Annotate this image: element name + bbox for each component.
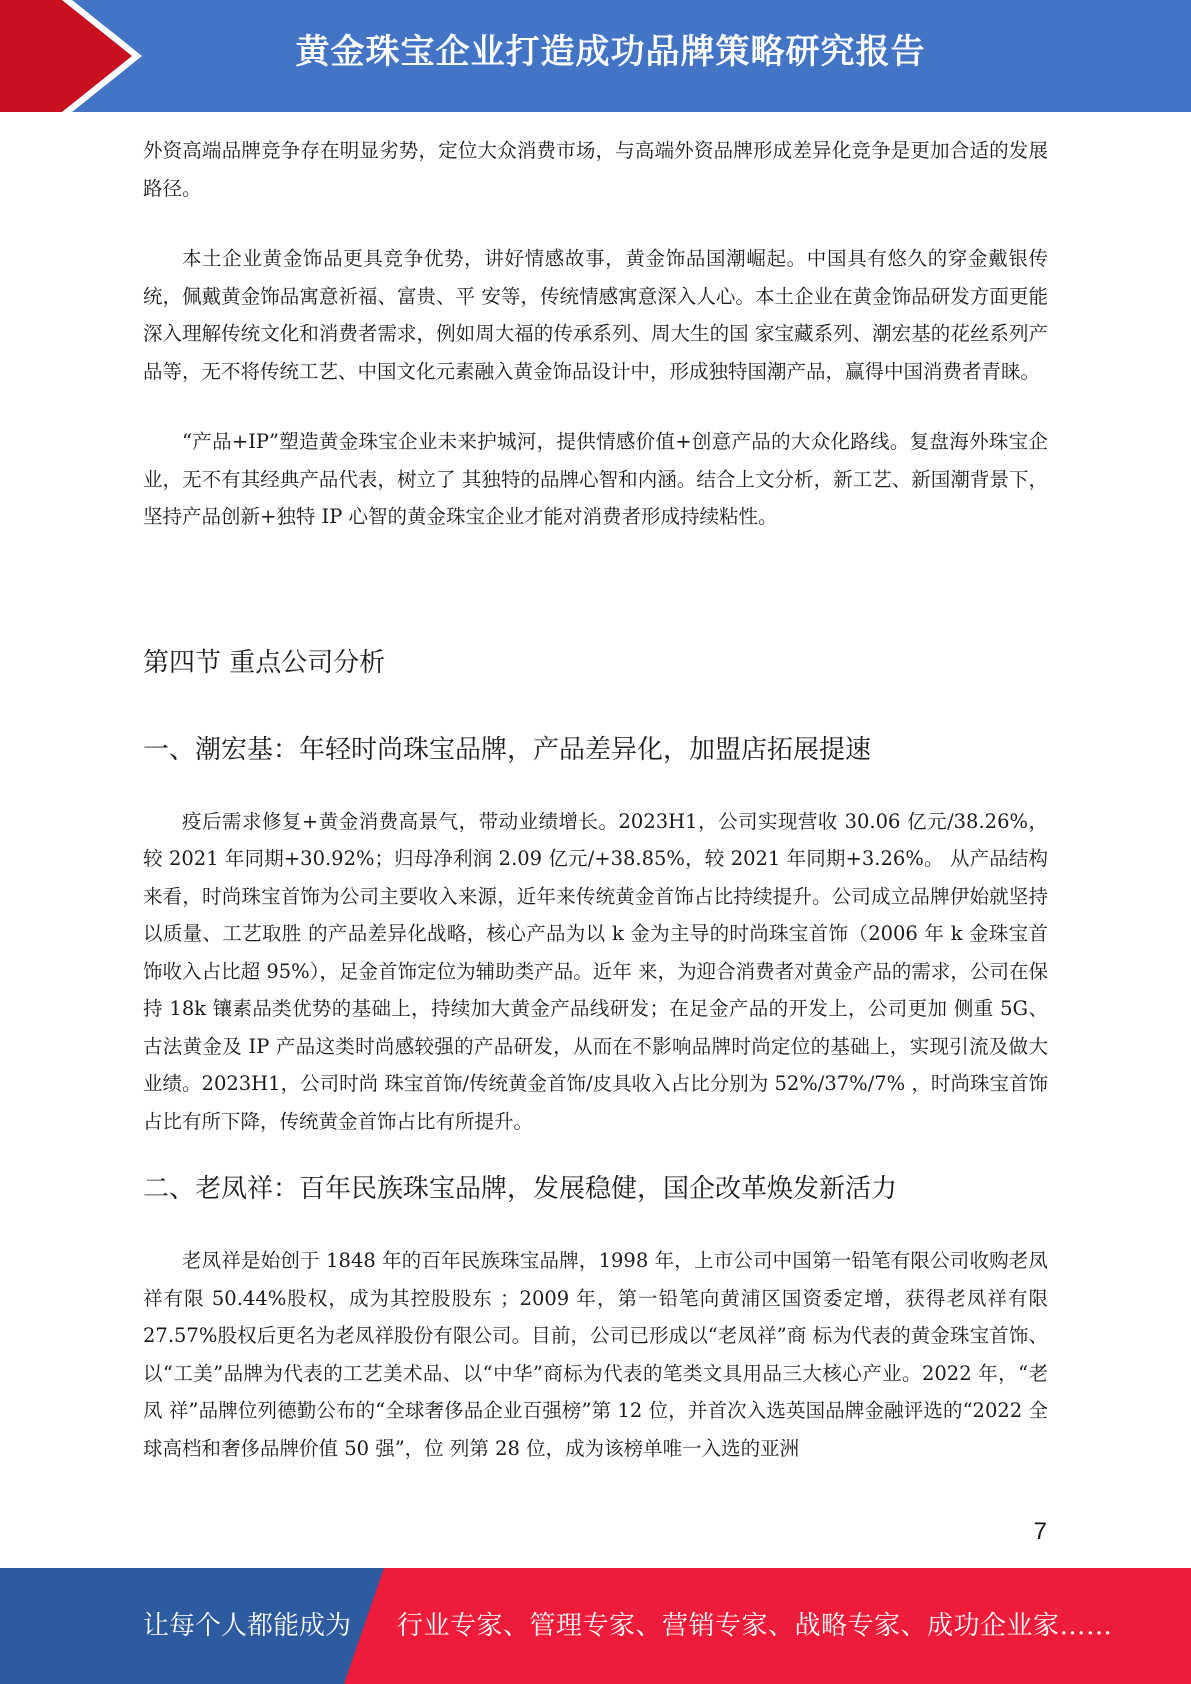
document-title: 黄金珠宝企业打造成功品牌策略研究报告 [295,32,926,72]
page-number: 7 [1033,1518,1047,1545]
page-footer [0,1568,1191,1684]
footer-slogan-left: 让每个人都能成为 [143,1611,352,1641]
subsection-heading: 一、潮宏基：年轻时尚珠宝品牌，产品差异化，加盟店拓展提速 [143,734,872,765]
paragraph: 老凤祥是始创于 1848 年的百年民族珠宝品牌，1998 年，上市公司中国第一铅笔有限公司收购老凤祥有限 50.44%股权，成为其控股股东 ；2009 年，第一铅笔向黄浦区国资委定增，获得老凤祥有限 27.57%股权后更名为老凤祥股份有限公司。目前，公司已形成以“老凤祥”商 标为代表的黄金珠宝首饰、以“工美”品牌为代表的工艺美术品、以“中华”商标为代表的笔类文具用品三大核心产业。2022 年，“老凤 祥”品牌位列德勤公布的“全球奢侈品企业百强榜”第 12 位，并首次入选英国品牌金融评选的“2022 全球高档和奢侈品牌价值 50 强”，位 列第 28 位，成为该榜单唯一入选的亚洲 [143,1249,1048,1460]
subsection-heading: 二、老凤祥：百年民族珠宝品牌，发展稳健，国企改革焕发新活力 [143,1174,898,1204]
page-body [143,132,1048,1467]
paragraph: 疫后需求修复+黄金消费高景气，带动业绩增长。2023H1，公司实现营收 30.06 亿元/38.26%，较 2021 年同期+30.92%；归母净利润 2.09 亿元/+38.85%，较 2021 年同期+3.26%。 从产品结构来看，时尚珠宝首饰为公司主要收入来源，近年来传统黄金首饰占比持续提升。公司成立品牌伊始就坚持以质量、工艺取胜 的产品差异化战略，核心产品为以 k 金为主导的时尚珠宝首饰（2006 年 k 金珠宝首饰收入占比超 95%），足金首饰定位为辅助类产品。近年 来，为迎合消费者对黄金产品的需求，公司在保持 18k 镶素品类优势的基础上，持续加大黄金产品线研发；在足金产品的开发上，公司更加 侧重 5G、古法黄金及 IP 产品这类时尚感较强的产品研发，从而在不影响品牌时尚定位的基础上，实现引流及做大业绩。2023H1，公司时尚 珠宝首饰/传统黄金首饰/皮具收入占比分别为 52%/37%/7% ，时尚珠宝首饰占比有所下降，传统黄金首饰占比有所提升。 [143,809,1048,1133]
paragraph: 外资高端品牌竞争存在明显劣势，定位大众消费市场，与高端外资品牌形成差异化竞争是更加合适的发展路径。 [143,139,1048,200]
section-heading: 第四节 重点公司分析 [143,647,386,678]
page-header [0,0,1191,112]
footer-slogan-right: 行业专家、管理专家、营销专家、战略专家、成功企业家…… [397,1611,1113,1641]
paragraph: “产品+IP”塑造黄金珠宝企业未来护城河，提供情感价值+创意产品的大众化路线。复盘海外珠宝企业，无不有其经典产品代表，树立了 其独特的品牌心智和内涵。结合上文分析，新工艺、新国潮背景下，坚持产品创新+独特 IP 心智的黄金珠宝企业才能对消费者形成持续粘性。 [143,430,1048,528]
paragraph: 本土企业黄金饰品更具竞争优势，讲好情感故事，黄金饰品国潮崛起。中国具有悠久的穿金戴银传统，佩戴黄金饰品寓意祈福、富贵、平 安等，传统情感寓意深入人心。本土企业在黄金饰品研发方面更能深入理解传统文化和消费者需求，例如周大福的传承系列、周大生的国 家宝藏系列、潮宏基的花丝系列产品等，无不将传统工艺、中国文化元素融入黄金饰品设计中，形成独特国潮产品，赢得中国消费者青睐。 [143,247,1048,383]
